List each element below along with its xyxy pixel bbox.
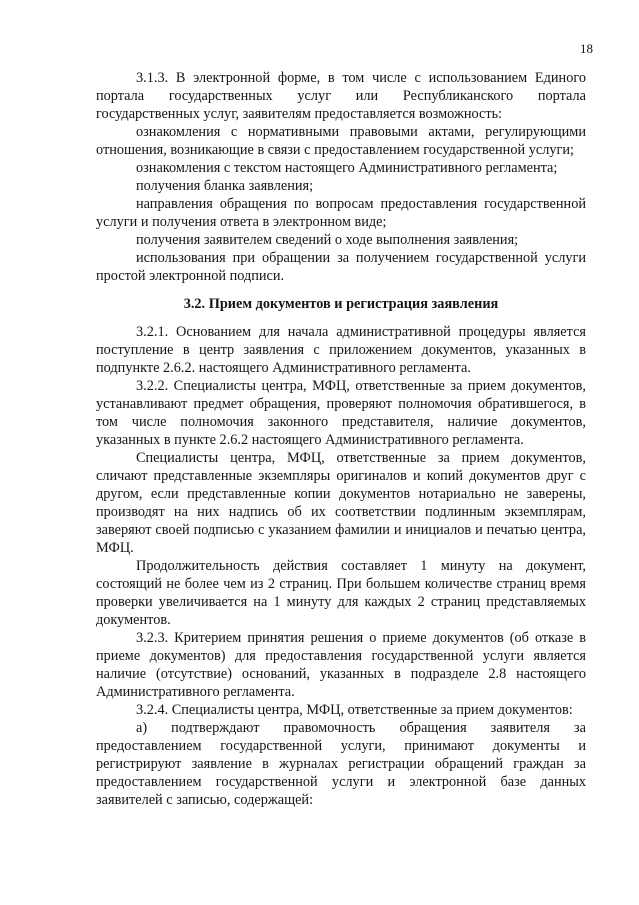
list-item: использования при обращении за получением государственной услуги простой электронной подписи. xyxy=(96,250,586,284)
paragraph: Продолжительность действия составляет 1 минуту на документ, состоящий не более чем из 2 страниц. При большем количестве страниц время проверки увеличивается на 1 минуту для каждых 2 страниц представляемых документов. xyxy=(96,558,586,628)
section-heading: 3.2. Прием документов и регистрация заявления xyxy=(183,296,499,312)
page-number: 18 xyxy=(580,41,593,56)
paragraph-3-2-4: 3.2.4. Специалисты центра, МФЦ, ответственные за прием документов: xyxy=(136,702,573,718)
paragraph-3-2-1: 3.2.1. Основанием для начала административной процедуры является поступление в центр заявления с приложением документов, указанных в подпункте 2.6.2. настоящего Административного регламента. xyxy=(96,324,586,376)
paragraph-3-2-3: 3.2.3. Критерием принятия решения о приеме документов (об отказе в приеме документов) для предоставления государственной услуги является наличие (отсутствие) оснований, указанных в подразделе 2.8 настоящего Административного регламента. xyxy=(96,630,586,700)
document-body xyxy=(96,69,586,809)
list-item: а) подтверждают правомочность обращения заявителя за предоставлением государственной услуги, принимают документы и регистрируют заявление в журналах регистрации обращений граждан за предоставлением государственной услуги и электронной базе данных заявителей с записью, содержащей: xyxy=(96,720,586,808)
list-item: ознакомления с нормативными правовыми актами, регулирующими отношения, возникающие в связи с предоставлением государственной услуги; xyxy=(96,124,586,158)
list-item: ознакомления с текстом настоящего Административного регламента; xyxy=(136,160,558,176)
paragraph-3-2-2: 3.2.2. Специалисты центра, МФЦ, ответственные за прием документов, устанавливают предмет обращения, проверяют полномочия обратившегося, в том числе полномочия законного представителя, наличие документов, указанных в пункте 2.6.2 настоящего Административного регламента. xyxy=(96,378,586,448)
list-item: получения бланка заявления; xyxy=(136,178,314,194)
list-item: направления обращения по вопросам предоставления государственной услуги и получения ответа в электронном виде; xyxy=(96,196,586,230)
paragraph: Специалисты центра, МФЦ, ответственные за прием документов, сличают представленные экземпляры оригиналов и копий документов друг с другом, если представленные копии документов нотариально не заверены, производят на них надпись об их соответствии подлинным экземплярам, заверяют своей подписью с указанием фамилии и инициалов и печатью центра, МФЦ. xyxy=(96,450,586,556)
paragraph-3-1-3: 3.1.3. В электронной форме, в том числе с использованием Единого портала государственных услуг или Республиканского портала государственных услуг, заявителям предоставляется возможность: xyxy=(96,70,586,122)
list-item: получения заявителем сведений о ходе выполнения заявления; xyxy=(136,232,519,248)
